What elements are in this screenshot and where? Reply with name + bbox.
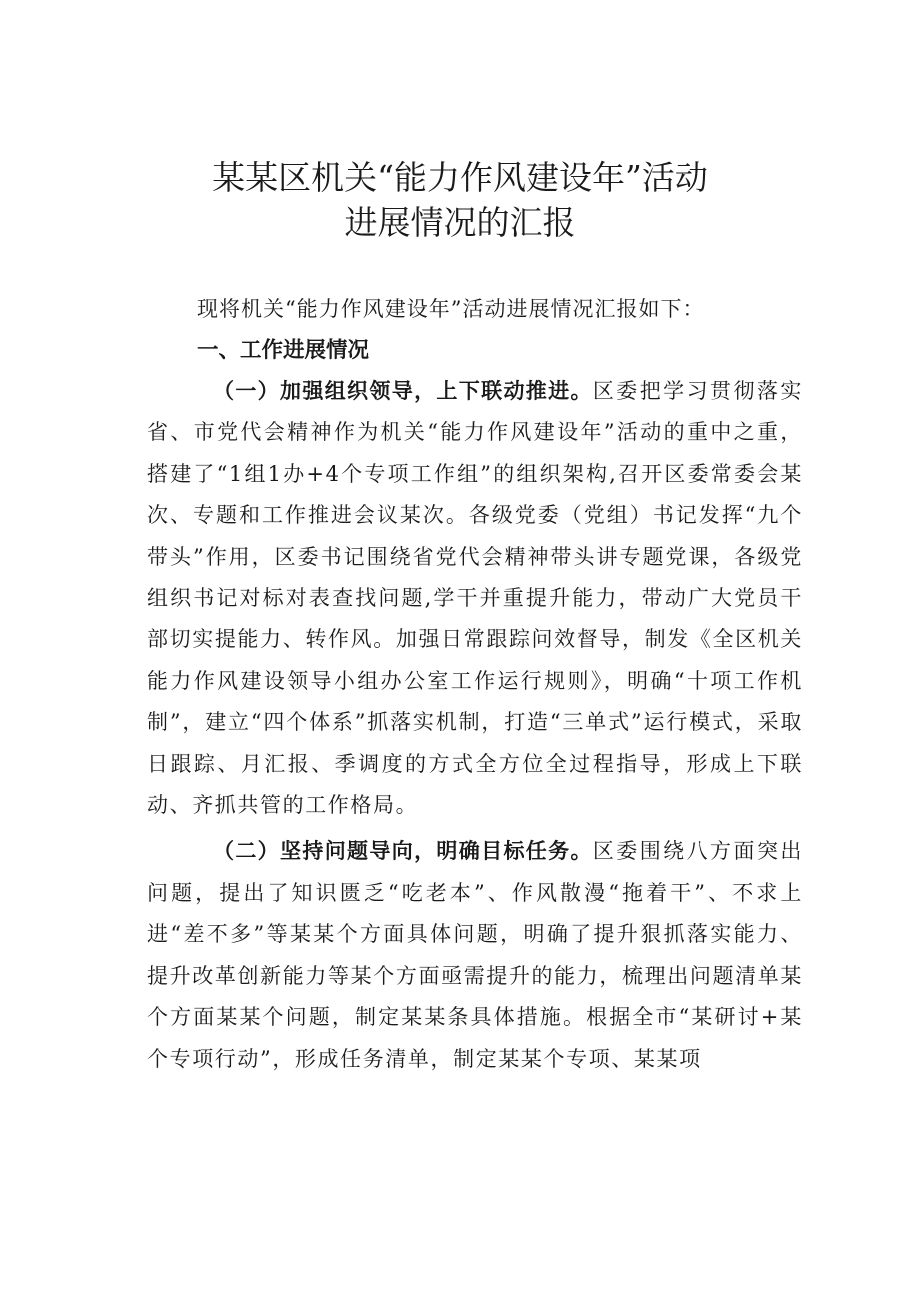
- intro-paragraph: 现将机关“能力作风建设年”活动进展情况汇报如下：: [197, 297, 705, 321]
- paragraph-2: [147, 831, 803, 1079]
- document-body: [147, 294, 803, 1080]
- paragraph-2-text: 区委围绕八方面突出问题，提出了知识匮乏“吃老本”、作风散漫“拖着干”、不求上进“差不多”等某某个方面具体问题，明确了提升狠抓落实能力、提升改革创新能力等某个方面亟需提升的能力，梳理出问题清单某个方面某某个问题，制定某某条具体措施。根据全市“某研讨+某个专项行动”，形成任务清单，制定某某个专项、某某项: [147, 839, 803, 1071]
- section-heading-1: 一、工作进展情况: [197, 338, 370, 363]
- paragraph-1-text: 区委把学习贯彻落实省、市党代会精神作为机关“能力作风建设年”活动的重中之重，搭建了“1组1办+4个专项工作组”的组织架构,召开区委常委会某次、专题和工作推进会议某次。各级党委（党组）书记发挥“九个带头”作用，区委书记围绕省党代会精神带头讲专题党课，各级党组织书记对标对表查找问题,学干并重提升能力，带动广大党员干部切实提能力、转作风。加强日常跟踪问效督导，制发《全区机关能力作风建设领导小组办公室工作运行规则》，明确“十项工作机制”，建立“四个体系”抓落实机制，打造“三单式”运行模式，采取日跟踪、月汇报、季调度的方式全方位全过程指导，形成上下联动、齐抓共管的工作格局。: [147, 379, 803, 818]
- document-title-line-1: 某某区机关“能力作风建设年”活动: [212, 158, 708, 197]
- document-title-line-2: 进展情况的汇报: [344, 203, 576, 242]
- paragraph-2-lead: （二）坚持问题导向，明确目标任务。: [213, 839, 593, 864]
- paragraph-1: [147, 371, 803, 826]
- paragraph-1-lead: （一）加强组织领导，上下联动推进。: [213, 379, 593, 403]
